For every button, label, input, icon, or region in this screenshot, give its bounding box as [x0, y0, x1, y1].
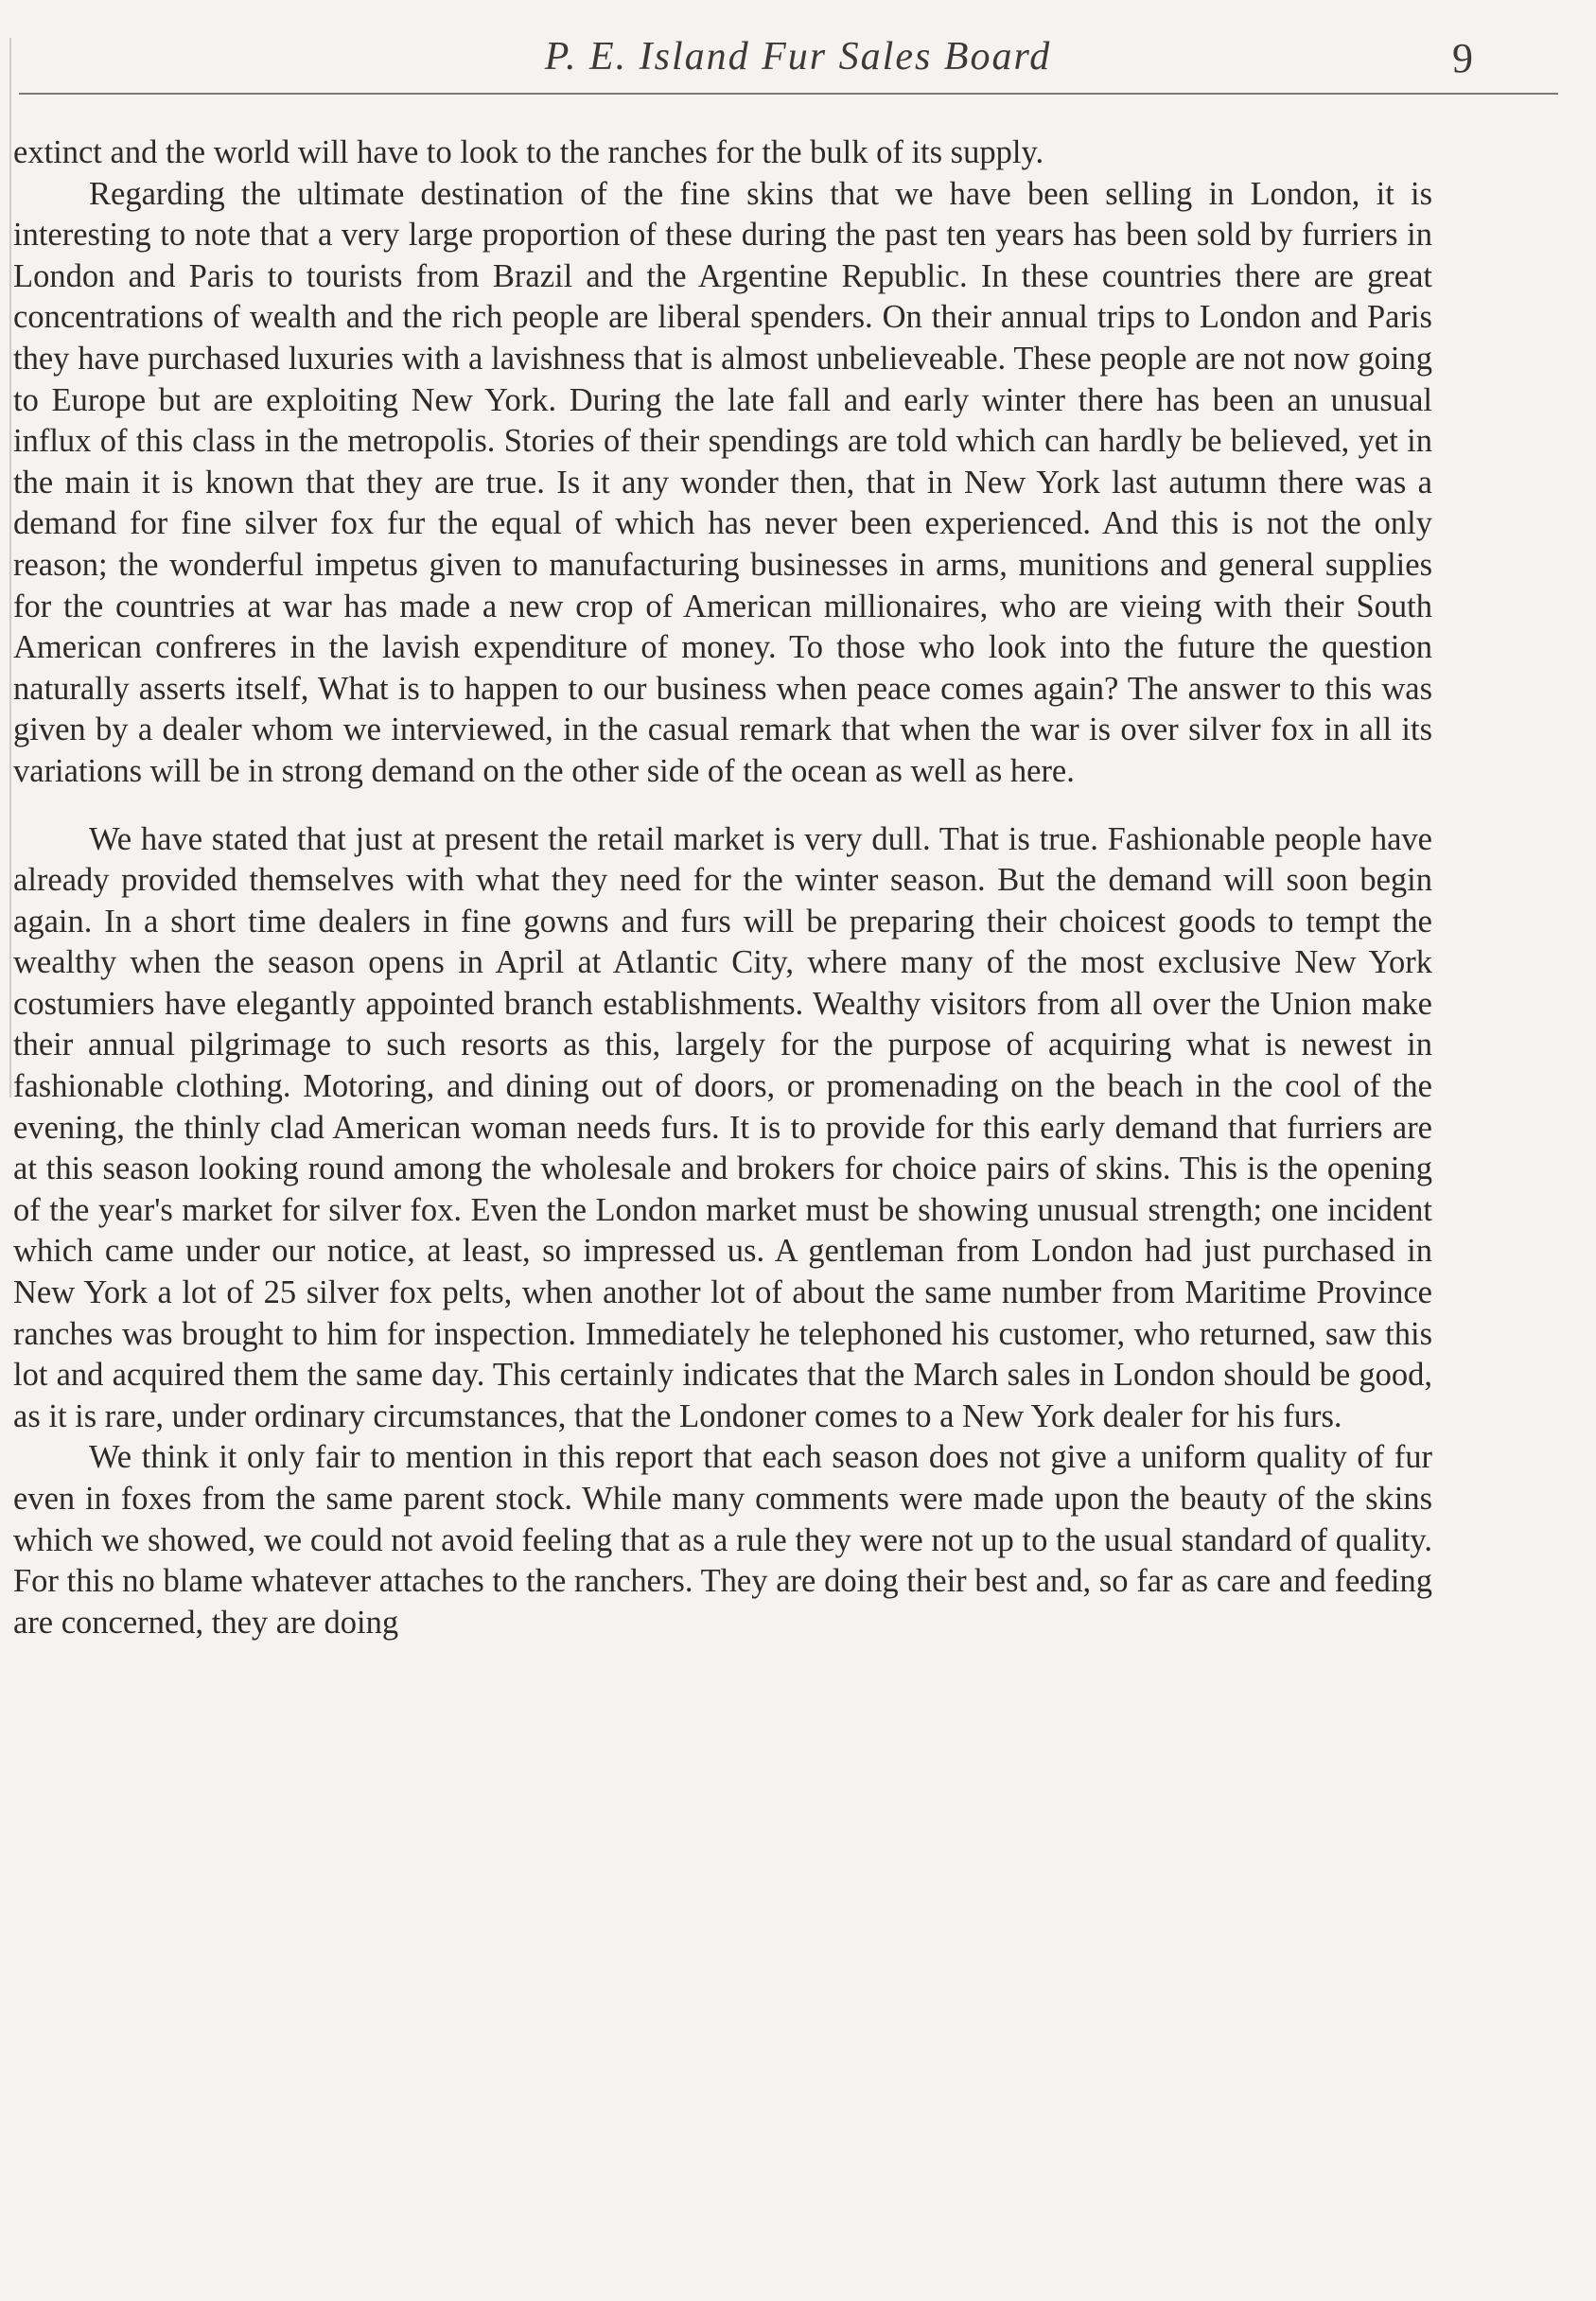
- header-rule: [19, 93, 1558, 95]
- paragraph-2: Regarding the ultimate destination of the fine skins that we have been selling in London, it is interesting to note that a very large proportion of these during the past ten years has been sold by furriers in London and Paris to tourists from Brazil and the Argentine Republic. In these countries there are great concentrations of wealth and the rich people are liberal spenders. On their annual trips to London and Paris they have purchased luxuries with a lavishness that is almost unbelieveable. These people are not now going to Europe but are exploiting New York. During the late fall and early winter there has been an unusual influx of this class in the metropolis. Stories of their spendings are told which can hardly be believed, yet in the main it is known that they are true. Is it any wonder then, that in New York last autumn there was a demand for fine silver fox fur the equal of which has never been experienced. And this is not the only reason; the wonderful impetus given to manufacturing businesses in arms, munitions and general supplies for the countries at war has made a new crop of American millionaires, who are vieing with their South American confreres in the lavish expenditure of money. To those who look into the future the question naturally asserts itself, What is to happen to our business when peace comes again? The answer to this was given by a dealer whom we interviewed, in the casual remark that when the war is over silver fox in all its variations will be in strong demand on the other side of the ocean as well as here.: [13, 175, 1432, 789]
- body-text: [13, 132, 1432, 1643]
- paragraph-3: We have stated that just at present the retail market is very dull. That is true. Fashionable people have already provided themselves with what they need for the winter season. But the demand will soon begin again. In a short time dealers in fine gowns and furs will be preparing their choicest goods to tempt the wealthy when the season opens in April at Atlantic City, where many of the most exclusive New York costumiers have elegantly appointed branch establishments. Wealthy visitors from all over the Union make their annual pilgrimage to such resorts as this, largely for the purpose of acquiring what is newest in fashionable clothing. Motoring, and dining out of doors, or promenading on the beach in the cool of the evening, the thinly clad American woman needs furs. It is to provide for this early demand that furriers are at this season looking round among the wholesale and brokers for choice pairs of skins. This is the opening of the year's market for silver fox. Even the London market must be showing unusual strength; one incident which came under our notice, at least, so impressed us. A gentleman from London had just purchased in New York a lot of 25 silver fox pelts, when another lot of about the same number from Maritime Province ranches was brought to him for inspection. Immediately he telephoned his customer, who returned, saw this lot and acquired them the same day. This certainly indicates that the March sales in London should be good, as it is rare, under ordinary circumstances, that the Londoner comes to a New York dealer for his furs.: [13, 820, 1432, 1434]
- paragraph-1: extinct and the world will have to look to the ranches for the bulk of its supply.: [13, 134, 1044, 170]
- page-number: 9: [1452, 35, 1473, 81]
- running-header: [0, 28, 1596, 95]
- header-title: P. E. Island Fur Sales Board: [544, 35, 1052, 79]
- paragraph-4: We think it only fair to mention in this report that each season does not give a uniform quality of fur even in foxes from the same parent stock. While many comments were made upon the beauty of the skins which we showed, we could not avoid feeling that as a rule they were not up to the usual standard of quality. For this no blame whatever attaches to the ranchers. They are doing their best and, so far as care and feeding are concerned, they are doing: [13, 1439, 1432, 1641]
- page-edge-rule: [9, 38, 11, 1098]
